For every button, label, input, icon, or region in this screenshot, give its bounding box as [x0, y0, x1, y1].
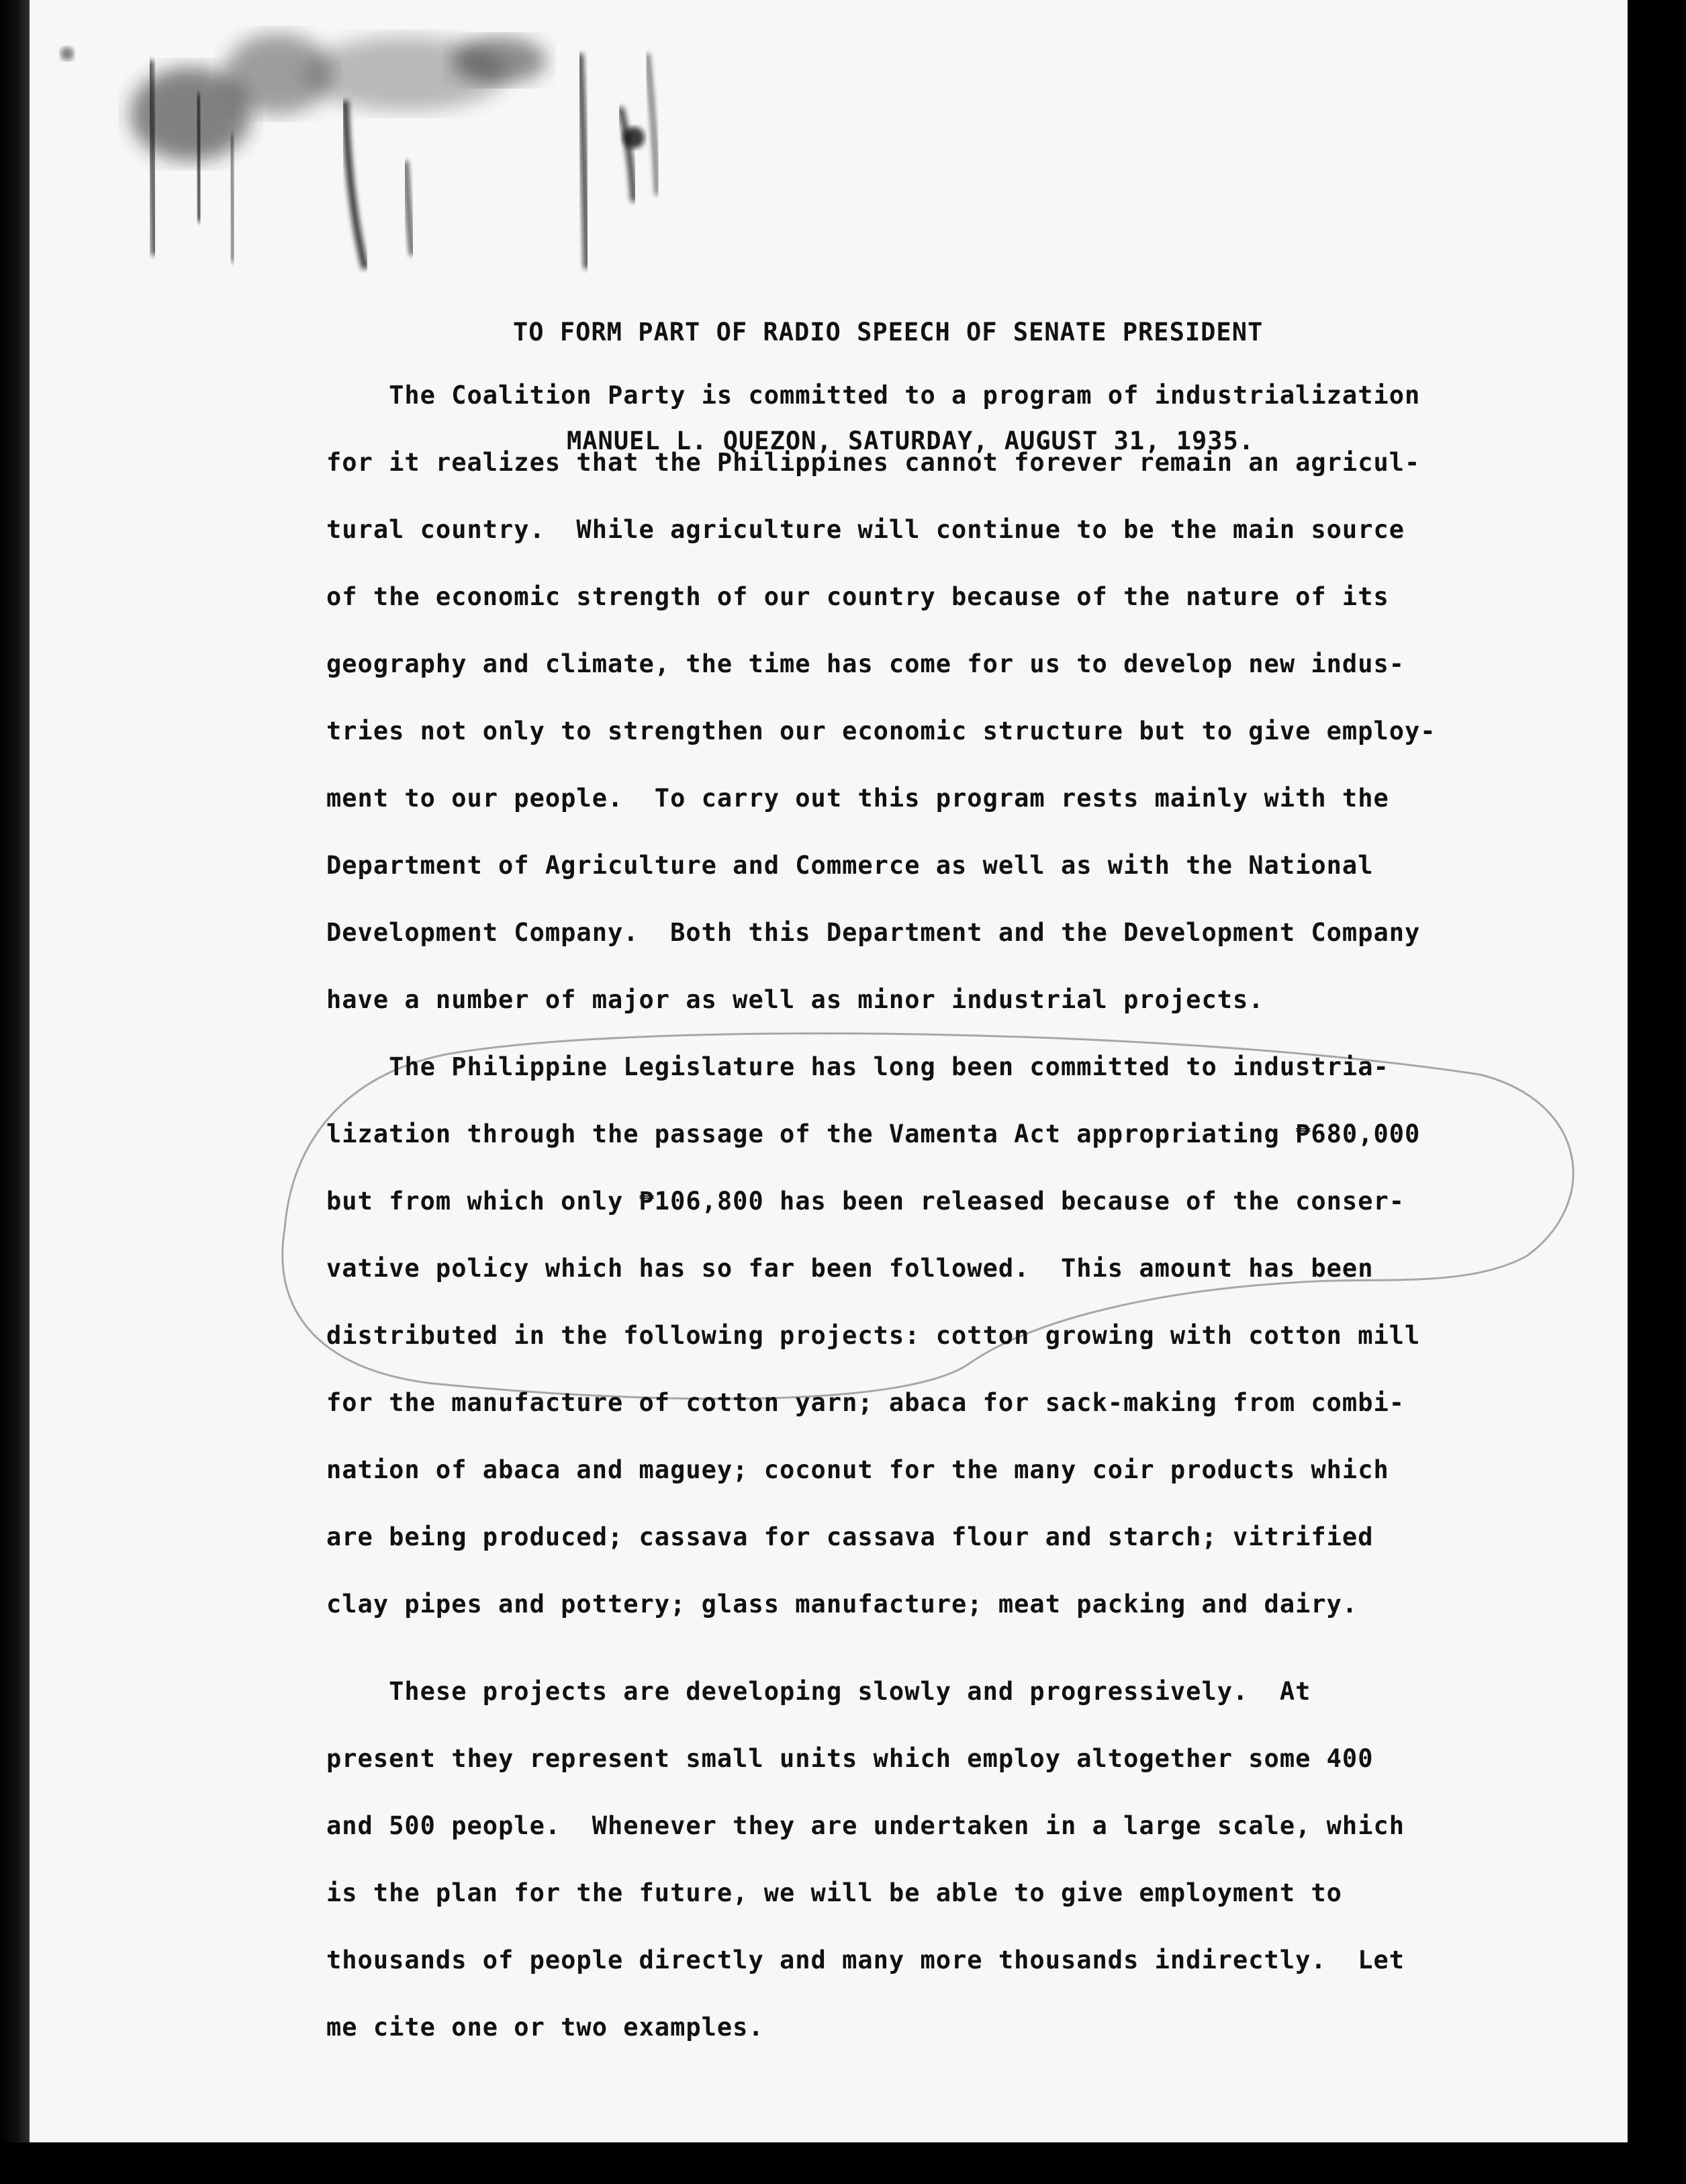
- text-line: of the economic strength of our country because of the nature of its: [326, 582, 1389, 611]
- text-line: thousands of people directly and many more thousands indirectly. Let: [326, 1946, 1405, 1974]
- text-line: The Coalition Party is committed to a program of industrialization: [326, 381, 1421, 410]
- document-page: [30, 0, 1628, 2142]
- text-line: geography and climate, the time has come for us to develop new indus-: [326, 649, 1405, 678]
- text-line: are being produced; cassava for cassava flour and starch; vitrified: [326, 1522, 1374, 1551]
- text-line: Department of Agriculture and Commerce as well as with the National: [326, 851, 1374, 880]
- text-line: Development Company. Both this Department and the Development Company: [326, 918, 1421, 947]
- text-line: tries not only to strengthen our economic structure but to give employ-: [326, 717, 1436, 745]
- heading-line-2: MANUEL L. QUEZON, SATURDAY, AUGUST 31, 1935.: [567, 426, 1255, 455]
- text-line: clay pipes and pottery; glass manufacture; meat packing and dairy.: [326, 1590, 1358, 1619]
- heading-line-1: TO FORM PART OF RADIO SPEECH OF SENATE PRESIDENT: [513, 318, 1264, 347]
- text-line: but from which only ₱106,800 has been released because of the conser-: [326, 1187, 1405, 1216]
- film-border-left: [0, 0, 30, 2184]
- text-line: tural country. While agriculture will continue to be the main source: [326, 515, 1405, 544]
- text-line: is the plan for the future, we will be able to give employment to: [326, 1878, 1342, 1907]
- text-line: nation of abaca and maguey; coconut for the many coir products which: [326, 1455, 1389, 1484]
- text-line: present they represent small units which employ altogether some 400: [326, 1744, 1374, 1773]
- text-line: for the manufacture of cotton yarn; abaca for sack-making from combi-: [326, 1388, 1405, 1417]
- text-line: me cite one or two examples.: [326, 2013, 764, 2042]
- text-line: These projects are developing slowly and progressively. At: [326, 1677, 1311, 1706]
- film-border-bottom: [0, 2142, 1686, 2184]
- text-line: have a number of major as well as minor industrial projects.: [326, 985, 1264, 1014]
- text-line: vative policy which has so far been followed. This amount has been: [326, 1254, 1374, 1283]
- text-line: The Philippine Legislature has long been committed to industria-: [326, 1052, 1389, 1081]
- text-line: and 500 people. Whenever they are undertaken in a large scale, which: [326, 1811, 1405, 1840]
- text-line: distributed in the following projects: cotton growing with cotton mill: [326, 1321, 1421, 1350]
- text-line: for it realizes that the Philippines cannot forever remain an agricul-: [326, 448, 1421, 477]
- text-line: lization through the passage of the Vamenta Act appropriating ₱680,000: [326, 1120, 1421, 1148]
- text-line: ment to our people. To carry out this program rests mainly with the: [326, 784, 1389, 813]
